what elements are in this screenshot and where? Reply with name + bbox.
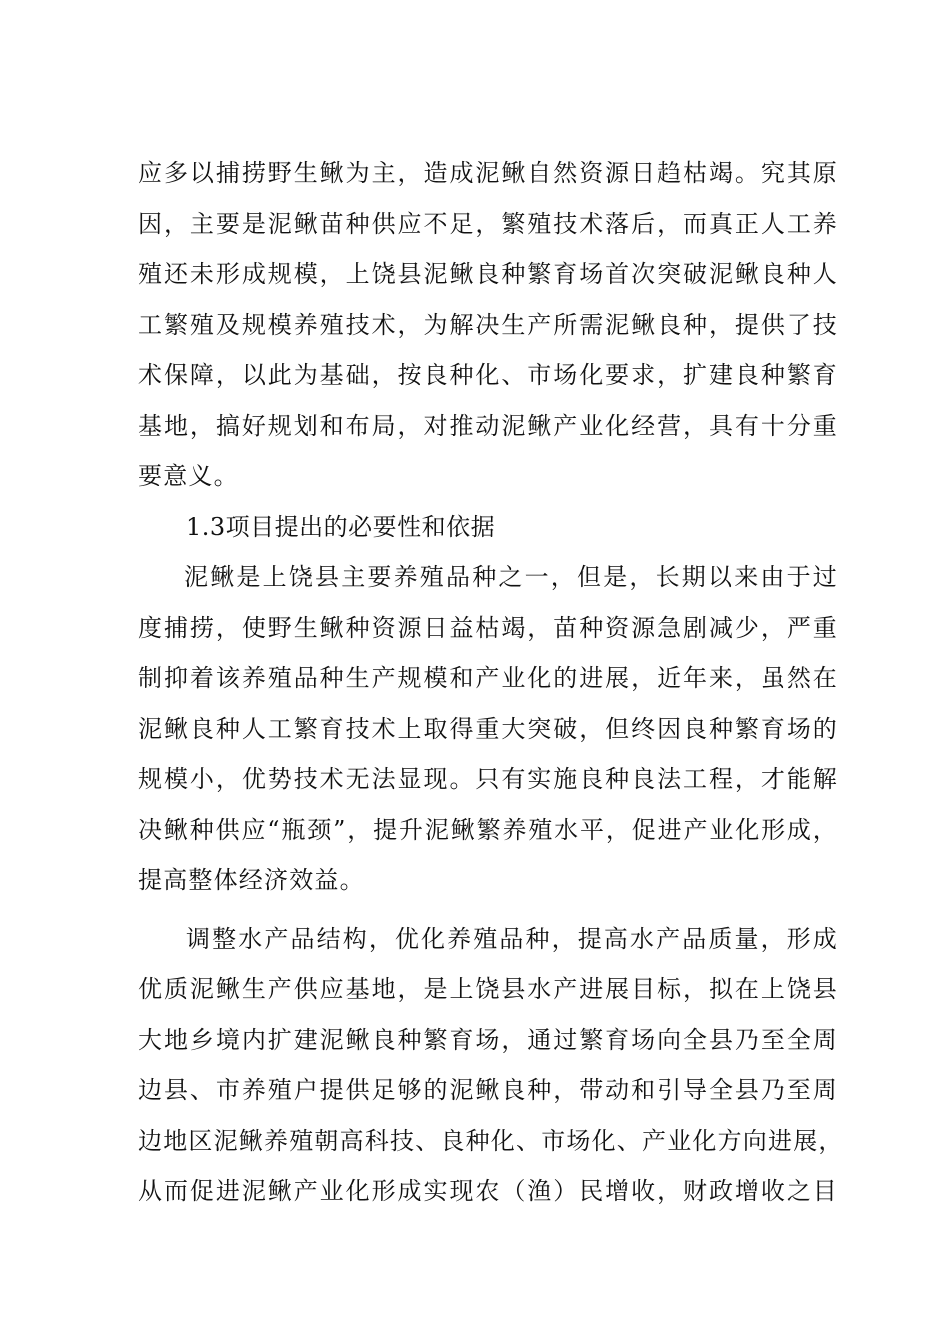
text-line: 泥鳅是上饶县主要养殖品种之一，但是，长期以来由于过 [184, 563, 838, 591]
text-line: 制抑着该养殖品种生产规模和产业化的进展，近年来，虽然在 [138, 664, 838, 692]
text-line: 决鳅种供应“瓶颈”，提升泥鳅繁养殖水平，促进产业化形成， [138, 815, 838, 844]
paragraph-gap [138, 906, 838, 914]
text-line: 基地，搞好规划和布局，对推动泥鳅产业化经营，具有十分重 [138, 411, 838, 440]
text-line: 泥鳅良种人工繁育技术上取得重大突破，但终因良种繁育场的 [138, 714, 838, 743]
text-line: 应多以捕捞野生鳅为主，造成泥鳅自然资源日趋枯竭。究其原 [138, 159, 838, 187]
document-body [138, 148, 844, 1217]
text-line: 术保障，以此为基础，按良种化、市场化要求，扩建良种繁育 [138, 361, 838, 389]
text-line: 提高整体经济效益。 [138, 866, 365, 894]
text-line: 从而促进泥鳅产业化形成实现农（渔）民增收，财政增收之目 [138, 1177, 838, 1205]
text-line: 调整水产品结构，优化养殖品种，提高水产品质量，形成 [186, 924, 838, 953]
section-heading: 1.3项目提出的必要性和依据 [186, 512, 496, 541]
text-line: 大地乡境内扩建泥鳅良种繁育场，通过繁育场向全县乃至全周 [138, 1025, 838, 1054]
text-line: 殖还未形成规模，上饶县泥鳅良种繁育场首次突破泥鳅良种人 [138, 260, 838, 288]
text-line: 因，主要是泥鳅苗种供应不足，繁殖技术落后，而真正人工养 [138, 209, 838, 238]
text-line: 优质泥鳅生产供应基地，是上饶县水产进展目标，拟在上饶县 [138, 975, 838, 1003]
paragraph [138, 914, 844, 1217]
text-line: 工繁殖及规模养殖技术，为解决生产所需泥鳅良种，提供了技 [138, 310, 838, 339]
text-line: 边县、市养殖户提供足够的泥鳅良种，带动和引导全县乃至周 [138, 1076, 838, 1104]
text-line: 规模小，优势技术无法显现。只有实施良种良法工程，才能解 [138, 765, 838, 793]
text-line: 度捕捞，使野生鳅种资源日益枯竭，苗种资源急剧减少，严重 [138, 613, 838, 642]
paragraph [138, 148, 838, 502]
text-line: 边地区泥鳅养殖朝高科技、良种化、市场化、产业化方向进展， [138, 1126, 844, 1155]
text-line: 要意义。 [138, 462, 239, 490]
paragraph [138, 552, 838, 906]
